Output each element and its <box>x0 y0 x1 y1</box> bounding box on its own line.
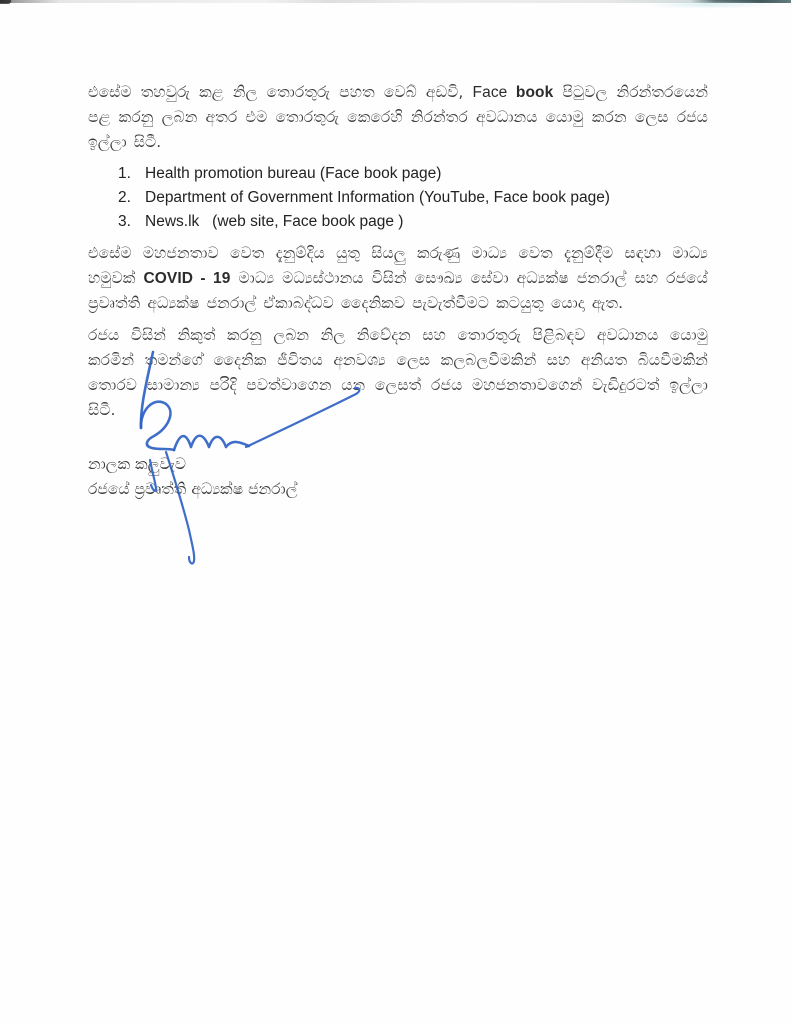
list-item-government-information <box>118 186 708 210</box>
signatory-title: රජයේ ප්‍රවෘත්ති අධ්‍යක්ෂ ජනරාල් <box>88 480 298 498</box>
paragraph-text: එසේම තහවුරු කළ නිල තොරතුරු පහත වෙබ් අඩවි, <box>88 83 473 101</box>
covid-19-word-bold: COVID - 19 <box>143 270 231 287</box>
paragraph-text: එසේම මහජනතාව වෙත දැනුම්දිය යුතු සියලු කරුණු මාධ්‍ය වෙත දැනුම්දීම සඳහා මාධ්‍ය හමුවක් <box>88 244 708 287</box>
paragraph-text: මාධ්‍ය මධ්‍යස්ථානය විසින් සෞඛ්‍ය සේවා අධ්‍යක්ෂ ජනරාල් සහ රජයේ ප්‍රවෘත්ති අධ්‍යක්ෂ ජනරාල් ඒකාබද්ධව දෛනිකව පැවැත්වීමට කටයුතු යොදා ඇත. <box>88 269 708 312</box>
list-item-label: News.lk (web site, Face book page ) <box>145 213 404 230</box>
signature-block <box>88 452 708 502</box>
letter-body <box>88 80 708 502</box>
list-number: 2. <box>118 189 131 206</box>
official-sources-list <box>88 162 708 234</box>
list-number: 1. <box>118 165 131 182</box>
list-number: 3. <box>118 213 131 230</box>
list-item-label: Health promotion bureau (Face book page) <box>145 165 442 182</box>
paragraph-public-request: රජය විසින් නිකුත් කරනු ලබන නිල නිවේදන සහ තොරතුරු පිළිබඳව අවධානය යොමු කරමින් තමන්ගේ දෛනික ජීවිතය අනවශ්‍ය ලෙස කලබලවීමකින් සහ අනියත බියවීමකින් තොරව සාමාන්‍ය පරිදි පවත්වාගෙන යන ලෙසත් රජය මහජනතාවගෙන් වැඩිදුරටත් ඉල්ලා සිටී. <box>88 326 708 419</box>
paragraph-text: පිටුවල නිරන්තරයෙන් පළ කරනු ලබන අතර එම තොරතුරු කෙරෙහි නිරන්තර අවධානය යොමු කරන ලෙස රජය ඉල්ලා සිටී. <box>88 83 708 151</box>
paragraph-official-web-sources <box>88 80 708 155</box>
paragraph-media-briefing <box>88 241 708 316</box>
scan-artifact-teal-smudge <box>648 2 778 7</box>
scan-artifact-corner <box>0 0 11 4</box>
facebook-word-bold: book <box>515 84 554 101</box>
list-item-health-promotion-bureau <box>118 162 708 186</box>
list-item-news-lk <box>118 210 708 234</box>
facebook-word: Face <box>472 84 516 101</box>
signatory-name: නාලක කලුවැව <box>88 455 187 473</box>
list-item-label: Department of Government Information (YouTube, Face book page) <box>145 189 610 206</box>
